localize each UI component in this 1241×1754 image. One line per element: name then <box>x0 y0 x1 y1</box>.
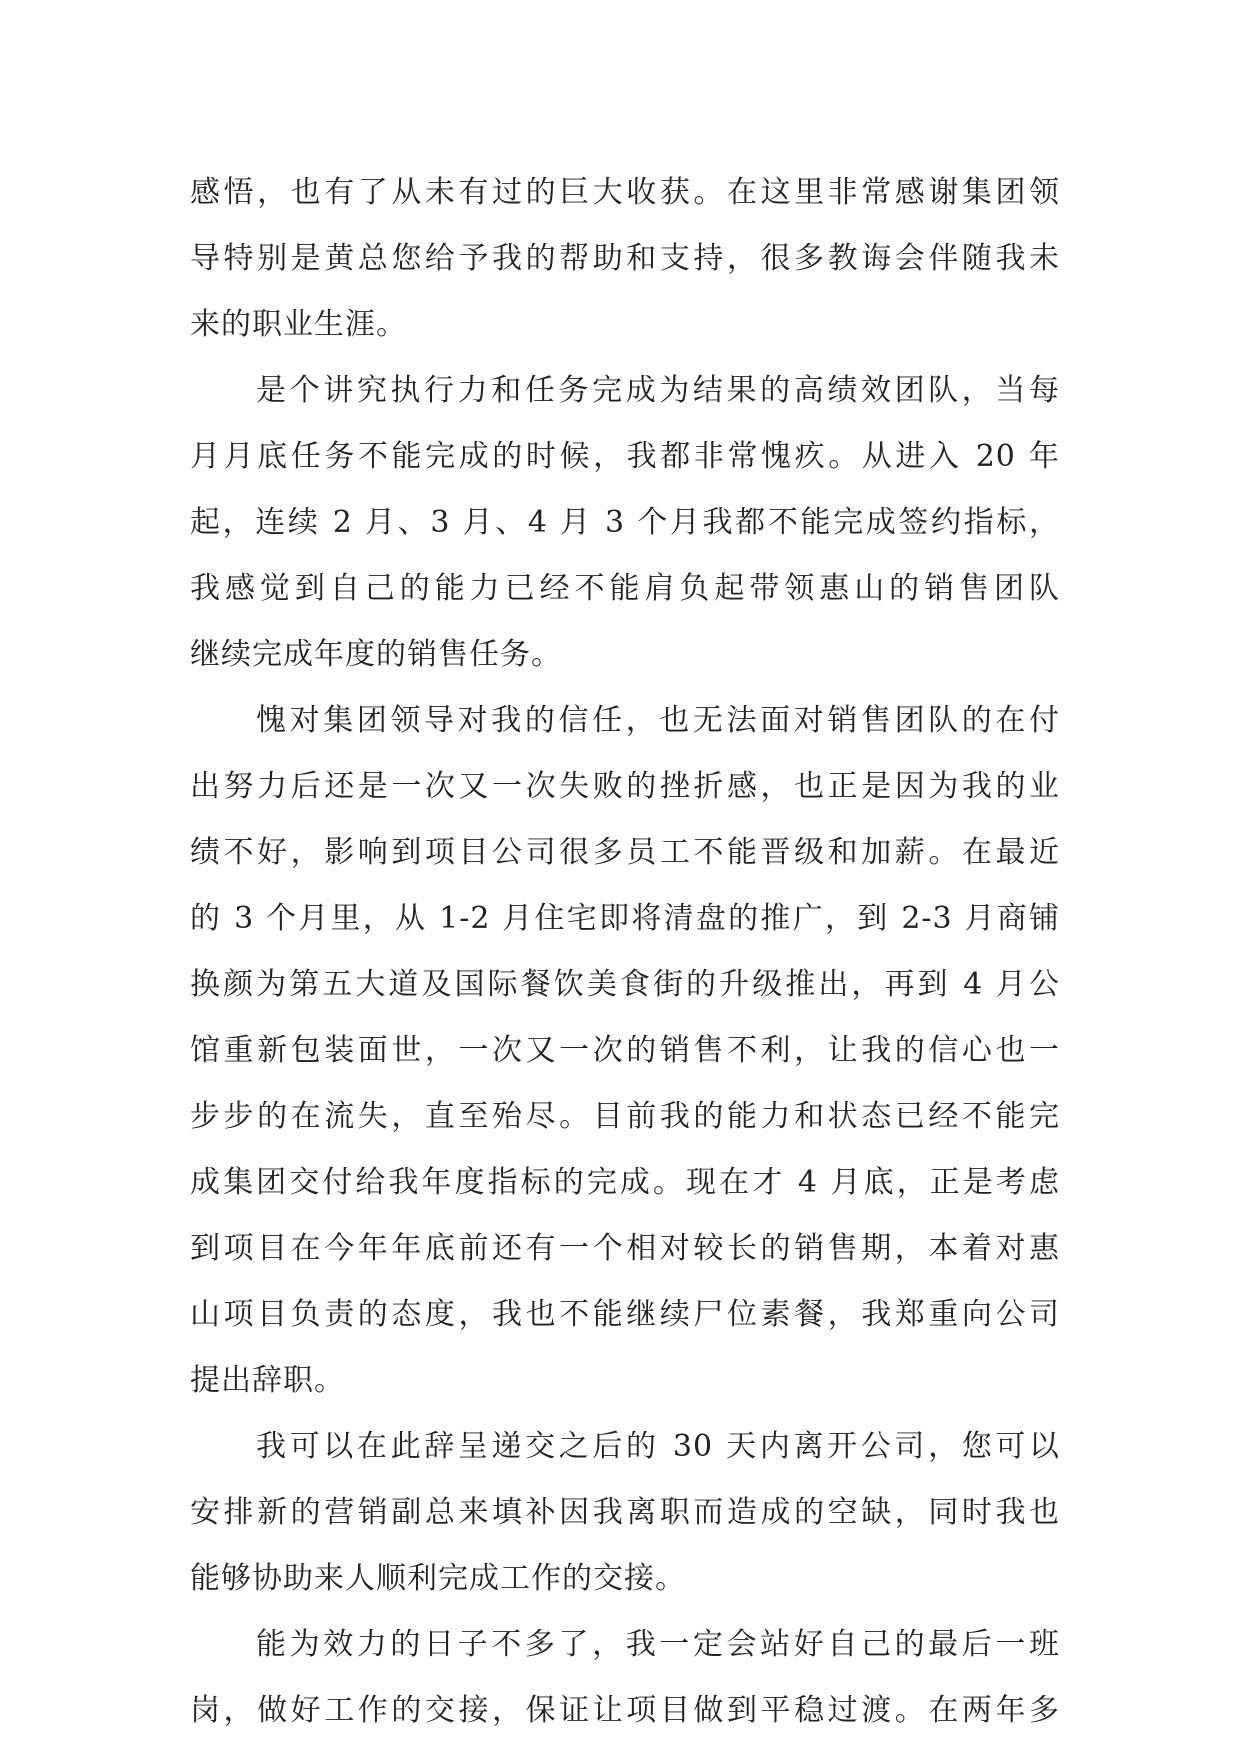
text-line: 导特别是黄总您给予我的帮助和支持，很多教诲会伴随我未 <box>190 241 1060 276</box>
text-line: 馆重新包装面世，一次又一次的销售不利，让我的信心也一 <box>190 1033 1060 1068</box>
text-line: 月月底任务不能完成的时候，我都非常愧疚。从进入 20 年 <box>190 439 1060 474</box>
text-line: 出努力后还是一次又一次失败的挫折感，也正是因为我的业 <box>190 769 1060 804</box>
text-line: 步步的在流失，直至殆尽。目前我的能力和状态已经不能完 <box>190 1099 1060 1134</box>
text-line: 来的职业生涯。 <box>190 307 407 342</box>
text-line: 到项目在今年年底前还有一个相对较长的销售期，本着对惠 <box>190 1231 1060 1266</box>
text-line: 安排新的营销副总来填补因我离职而造成的空缺，同时我也 <box>190 1495 1060 1530</box>
paragraph <box>190 358 1060 688</box>
paragraph <box>190 1414 1060 1612</box>
text-line: 起，连续 2 月、3 月、4 月 3 个月我都不能完成签约指标， <box>190 505 1060 540</box>
text-line: 愧对集团领导对我的信任，也无法面对销售团队的在付 <box>256 703 1060 738</box>
paragraph <box>190 160 1060 358</box>
text-line: 继续完成年度的销售任务。 <box>190 637 562 672</box>
text-line: 我可以在此辞呈递交之后的 30 天内离开公司，您可以 <box>256 1429 1060 1464</box>
paragraph <box>190 1612 1060 1744</box>
text-line: 绩不好，影响到项目公司很多员工不能晋级和加薪。在最近 <box>190 835 1060 870</box>
text-line: 是个讲究执行力和任务完成为结果的高绩效团队，当每 <box>256 373 1060 408</box>
text-line: 我感觉到自己的能力已经不能肩负起带领惠山的销售团队 <box>190 571 1060 606</box>
text-line: 的 3 个月里，从 1-2 月住宅即将清盘的推广，到 2-3 月商铺 <box>190 901 1060 936</box>
paragraph <box>190 688 1060 1414</box>
text-line: 提出辞职。 <box>190 1363 345 1398</box>
text-line: 能够协助来人顺利完成工作的交接。 <box>190 1561 686 1596</box>
text-line: 感悟，也有了从未有过的巨大收获。在这里非常感谢集团领 <box>190 175 1060 210</box>
text-line: 成集团交付给我年度指标的完成。现在才 4 月底，正是考虑 <box>190 1165 1060 1200</box>
document-body <box>190 160 1060 1744</box>
text-line: 岗，做好工作的交接，保证让项目做到平稳过渡。在两年多 <box>190 1693 1060 1728</box>
text-line: 换颜为第五大道及国际餐饮美食街的升级推出，再到 4 月公 <box>190 967 1060 1002</box>
text-line: 能为效力的日子不多了，我一定会站好自己的最后一班 <box>256 1627 1060 1662</box>
text-line: 山项目负责的态度，我也不能继续尸位素餐，我郑重向公司 <box>190 1297 1060 1332</box>
